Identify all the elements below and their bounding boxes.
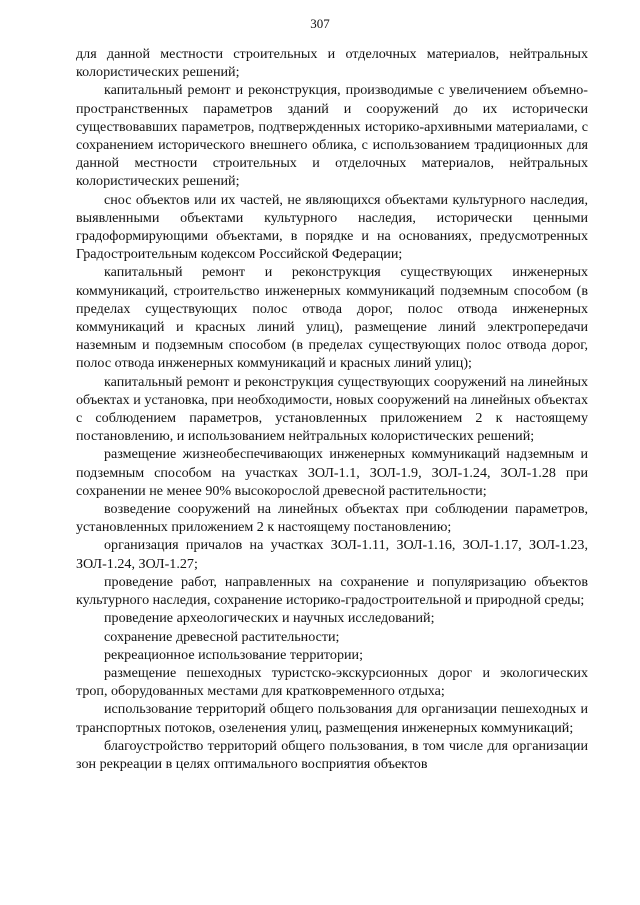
paragraph: капитальный ремонт и реконструкция существующих сооружений на линейных объектах и установка, при необходимости, новых сооружений на линейных объектах с соблюдением параметров, установленных приложением 2 к настоящему постановлению, и использованием нейтральных колористических решений; [76, 373, 588, 445]
paragraph: благоустройство территорий общего пользования, в том числе для организации зон рекреации в целях оптимального восприятия объектов [76, 737, 588, 772]
paragraph: капитальный ремонт и реконструкция существующих инженерных коммуникаций, строительство инженерных коммуникаций подземным способом (в пределах существующих полос отвода дорог, полос отвода инженерных коммуникаций и красных линий улиц), размещение линий электропередачи наземным и подземным способом (в пределах существующих полос отвода дорог, полос отвода инженерных коммуникаций и красных линий улиц); [76, 264, 588, 372]
paragraph: проведение работ, направленных на сохранение и популяризацию объектов культурного наследия, сохранение историко-градостроительной и природной среды; [76, 573, 588, 609]
paragraph: для данной местности строительных и отделочных материалов, нейтральных колористических решений; [76, 46, 588, 81]
paragraph: проведение археологических и научных исследований; [104, 610, 435, 627]
document-body [76, 45, 588, 773]
paragraph: использование территорий общего пользования для организации пешеходных и транспортных потоков, озеленения улиц, размещения инженерных коммуникаций; [76, 701, 588, 736]
paragraph: организация причалов на участках ЗОЛ-1.11, ЗОЛ-1.16, ЗОЛ-1.17, ЗОЛ-1.23, ЗОЛ-1.24, ЗОЛ-1.27; [76, 537, 588, 572]
paragraph: размещение пешеходных туристско-экскурсионных дорог и экологических троп, оборудованных местами для кратковременного отдыха; [76, 664, 588, 700]
paragraph: рекреационное использование территории; [104, 646, 363, 663]
paragraph: снос объектов или их частей, не являющихся объектами культурного наследия, выявленными объектами культурного наследия, исторически ценными градоформирующими объектами, в порядке и на основаниях, предусмотренных Градостроительным кодексом Российской Федерации; [76, 191, 588, 263]
page-number: 307 [310, 16, 330, 31]
paragraph: сохранение древесной растительности; [104, 628, 340, 645]
paragraph: капитальный ремонт и реконструкция, производимые с увеличением объемно-пространственных параметров зданий и сооружений до их исторически существовавших параметров, подтвержденных историко-архивными материалами, с сохранением исторического внешнего облика, с использованием традиционных для данной местности строительных и отделочных материалов, нейтральных колористических решений; [76, 82, 588, 190]
paragraph: размещение жизнеобеспечивающих инженерных коммуникаций надземным и подземным способом на участках ЗОЛ-1.1, ЗОЛ-1.9, ЗОЛ-1.24, ЗОЛ-1.28 при сохранении не менее 90% высокорослой древесной растительности; [76, 446, 588, 499]
paragraph: возведение сооружений на линейных объектах при соблюдении параметров, установленных приложением 2 к настоящему постановлению; [76, 501, 588, 536]
